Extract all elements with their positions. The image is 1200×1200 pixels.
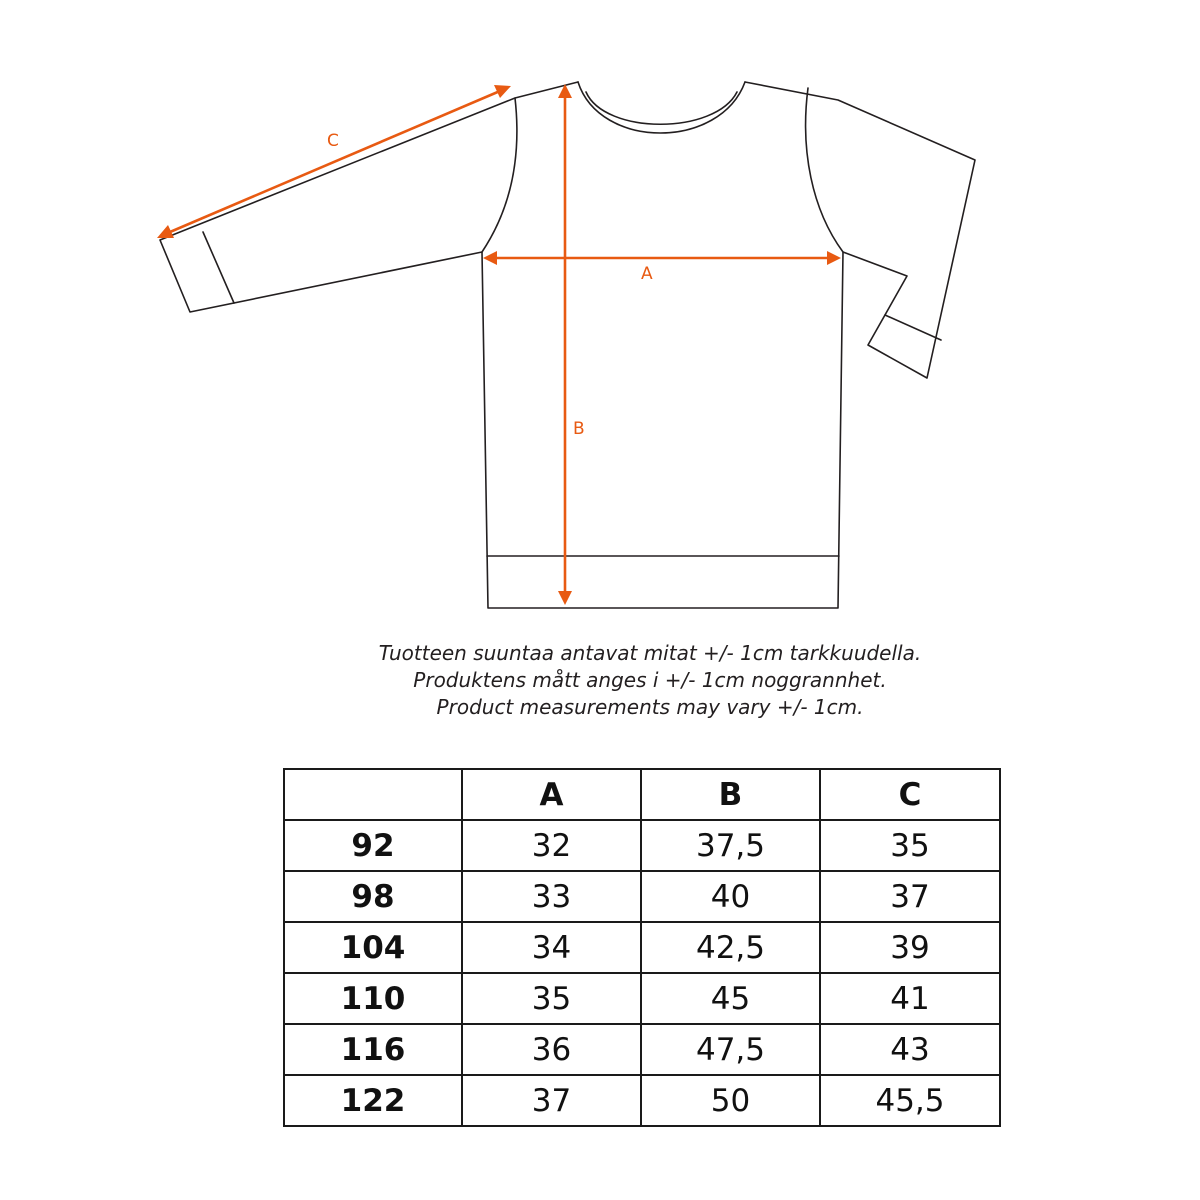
- value-b: 50: [641, 1075, 820, 1126]
- measure-a-label: A: [641, 264, 653, 284]
- value-a: 32: [462, 820, 641, 871]
- value-c: 39: [820, 922, 1000, 973]
- table-row: [284, 922, 1000, 973]
- value-b: 40: [641, 871, 820, 922]
- value-b: 42,5: [641, 922, 820, 973]
- value-c: 43: [820, 1024, 1000, 1075]
- value-c: 35: [820, 820, 1000, 871]
- value-b: 45: [641, 973, 820, 1024]
- size-cell: 92: [284, 820, 462, 871]
- left-cuff-seam: [203, 232, 234, 303]
- size-cell: 104: [284, 922, 462, 973]
- note-english: Product measurements may vary +/- 1cm.: [436, 695, 864, 719]
- size-cell: 116: [284, 1024, 462, 1075]
- value-b: 47,5: [641, 1024, 820, 1075]
- value-c: 41: [820, 973, 1000, 1024]
- table-row: [284, 820, 1000, 871]
- table-row: [284, 871, 1000, 922]
- table-row: [284, 973, 1000, 1024]
- header-b: B: [641, 769, 820, 820]
- size-table: [283, 768, 1001, 1127]
- garment-silhouette: [160, 82, 975, 608]
- value-a: 37: [462, 1075, 641, 1126]
- measure-b-label: B: [573, 419, 585, 439]
- value-a: 36: [462, 1024, 641, 1075]
- header-c: C: [820, 769, 1000, 820]
- table-row: [284, 1024, 1000, 1075]
- right-armhole-seam: [806, 88, 843, 252]
- left-armhole-seam: [482, 98, 517, 252]
- right-cuff-seam: [885, 315, 941, 340]
- measure-c: [157, 85, 511, 238]
- sweatshirt-outline: [160, 82, 975, 608]
- measure-b: [558, 84, 585, 605]
- value-a: 34: [462, 922, 641, 973]
- measure-a: [483, 251, 841, 284]
- size-cell: 110: [284, 973, 462, 1024]
- value-c: 37: [820, 871, 1000, 922]
- header-size: [284, 769, 462, 820]
- size-cell: 98: [284, 871, 462, 922]
- size-cell: 122: [284, 1075, 462, 1126]
- measurement-notes: [300, 640, 1000, 721]
- header-a: A: [462, 769, 641, 820]
- value-a: 35: [462, 973, 641, 1024]
- measure-c-label: C: [327, 131, 339, 151]
- value-c: 45,5: [820, 1075, 1000, 1126]
- note-swedish: Produktens mått anges i +/- 1cm noggrannhet.: [413, 668, 887, 692]
- value-a: 33: [462, 871, 641, 922]
- table-row: [284, 1075, 1000, 1126]
- neckline-outer: [578, 82, 745, 133]
- table-header-row: [284, 769, 1000, 820]
- value-b: 37,5: [641, 820, 820, 871]
- note-finnish: Tuotteen suuntaa antavat mitat +/- 1cm tarkkuudella.: [378, 641, 922, 665]
